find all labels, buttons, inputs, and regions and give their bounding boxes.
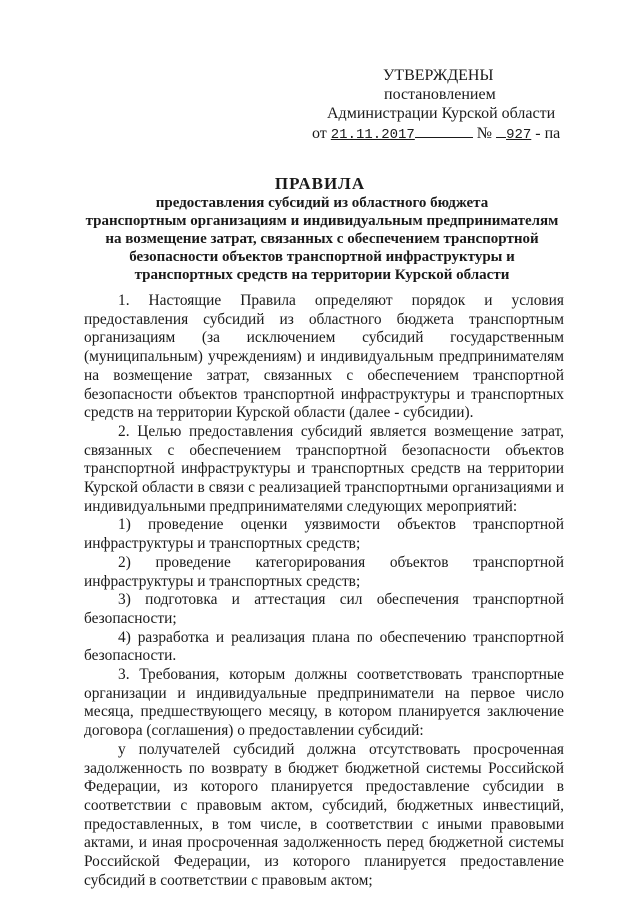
subtitle-line: безопасности объектов транспортной инфраструктуры и — [129, 249, 515, 265]
paragraph: 1. Настоящие Правила определяют порядок и условия предоставления субсидий из областного бюджета транспортным организациям (за исключением субсидий государственным (муниципальным) учреждениям) и индивидуальным предпринимателям на возмещение затрат, связанных с обеспечением транспортной безопасности объектов транспортной инфраструктуры и транспортных средств на территории Курской области (далее - субсидии). — [84, 292, 564, 422]
administration-label: Администрации Курской области — [327, 105, 556, 122]
paragraph: у получателей субсидий должна отсутствовать просроченная задолженность по возврату в бюджет бюджетной системы Российской Федерации, из которого планируется предоставление субсидии в соответствии с правовым актом, субсидий, бюджетных инвестиций, предоставленных, в том числе, в соответствии с иными правовыми актами, и иная просроченная задолженность перед бюджетной системы Российской Федерации, из которого планируется предоставление субсидий в соответствии с правовым актом; — [84, 740, 564, 889]
list-item: 1) проведение оценки уязвимости объектов транспортной инфраструктуры и транспортных средств; — [84, 516, 564, 553]
number-underline-left — [496, 123, 506, 138]
subtitle-line: транспортным организациям и индивидуальным предпринимателям — [85, 213, 559, 229]
subtitle-line: предоставления субсидий из областного бюджета — [155, 195, 489, 211]
approval-stamp — [300, 66, 600, 145]
paragraph: 3. Требования, которым должны соответствовать транспортные организации и индивидуальные предприниматели на первое число месяца, предшествующего месяцу, в котором планируется заключение договора (соглашения) о предоставлении субсидий: — [84, 666, 564, 740]
list-item: 2) проведение категорирования объектов транспортной инфраструктуры и транспортных средств; — [84, 553, 564, 590]
document-body — [84, 292, 564, 891]
document-title: ПРАВИЛА — [274, 174, 366, 193]
subtitle-line: на возмещение затрат, связанных с обеспечением транспортной — [105, 231, 539, 247]
list-item: 3) подготовка и аттестация сил обеспечения транспортной безопасности; — [84, 591, 564, 627]
list-item: 4) разработка и реализация плана по обеспечению транспортной безопасности. — [84, 628, 564, 665]
date-number-line — [300, 123, 600, 145]
from-prefix: от — [312, 125, 327, 142]
document-subtitle — [60, 194, 584, 284]
date-underline — [415, 123, 473, 138]
decree-date: 21.11.2017 — [330, 127, 415, 143]
approved-heading: УТВЕРЖДЕНЫ — [383, 67, 494, 84]
number-prefix: № — [476, 125, 493, 142]
subtitle-line: транспортных средств на территории Курской области — [134, 267, 510, 283]
decree-number: 927 — [506, 127, 532, 143]
decree-label: постановлением — [384, 86, 496, 103]
paragraph: 2. Целью предоставления субсидий является возмещение затрат, связанных с обеспечением транспортной безопасности объектов транспортной инфраструктуры и транспортных средств на территории Курской области в связи с реализацией транспортными организациями и индивидуальными предпринимателями следующих мероприятий: — [84, 422, 564, 515]
number-suffix: - па — [535, 125, 561, 142]
